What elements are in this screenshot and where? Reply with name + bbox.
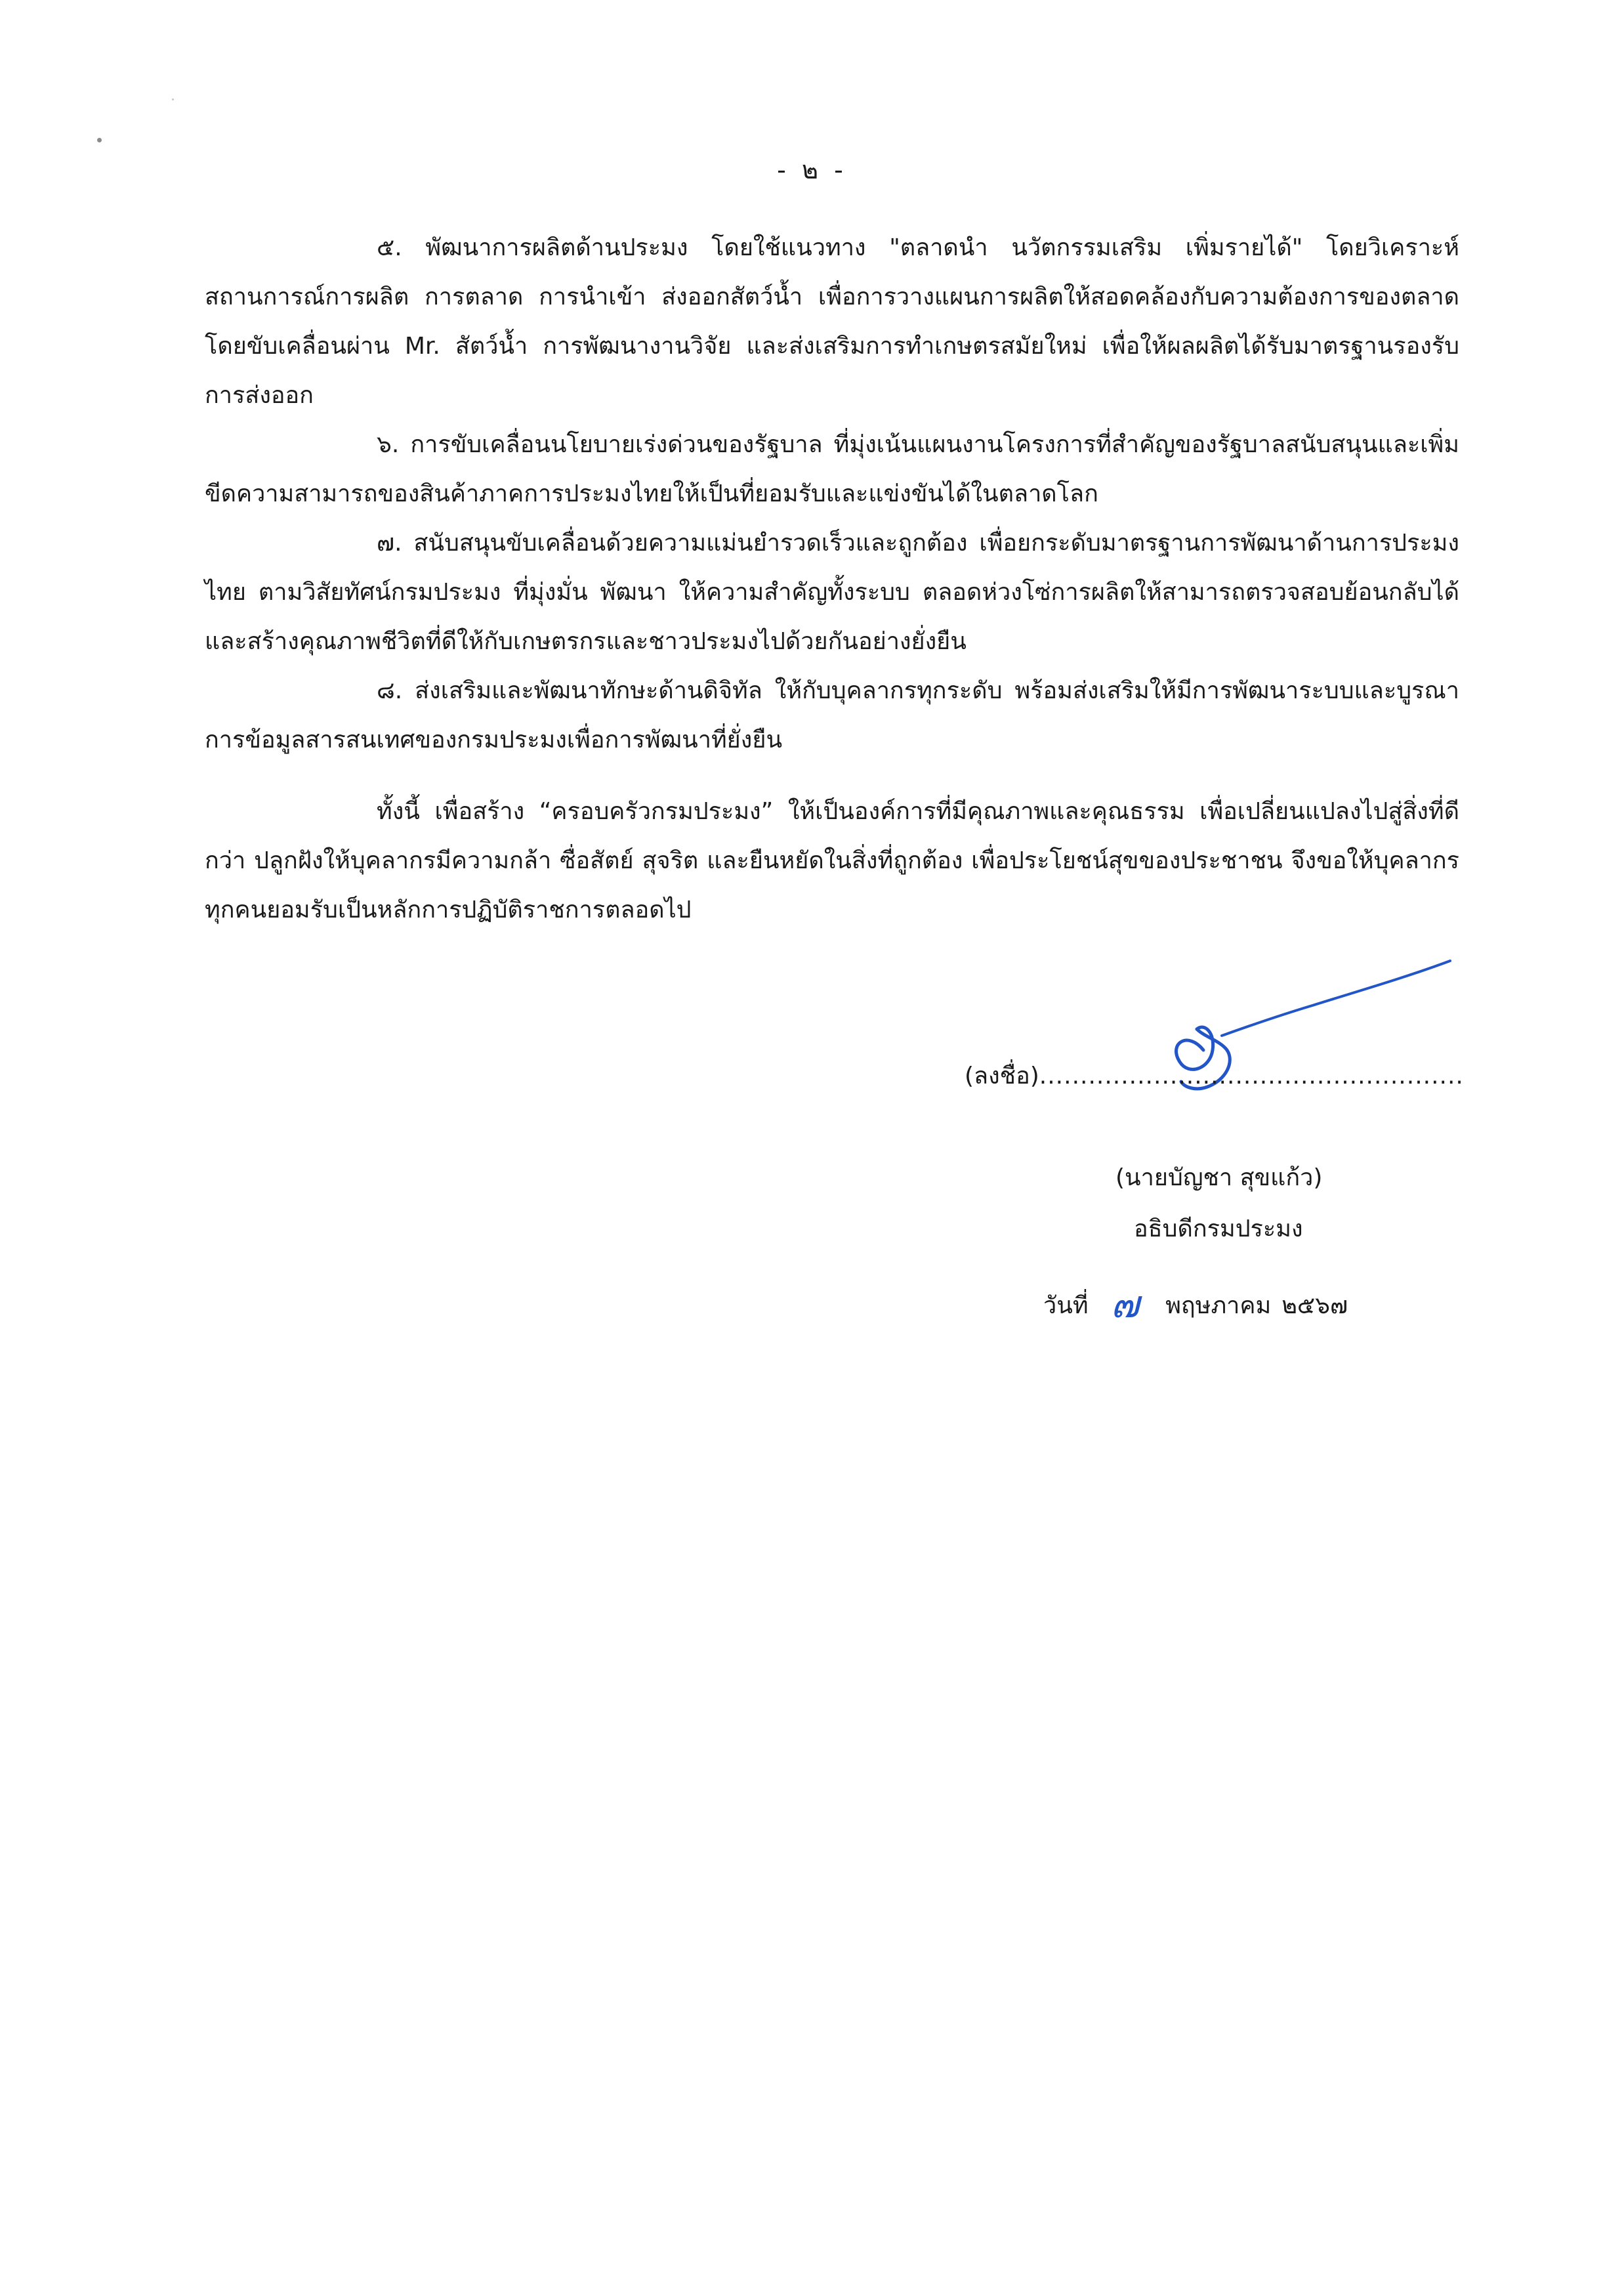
scan-speck bbox=[172, 98, 174, 100]
date-month: พฤษภาคม bbox=[1165, 1292, 1272, 1319]
signature-dots: .................................................... bbox=[1039, 1063, 1464, 1089]
paragraph-item-5: ๕. พัฒนาการผลิตด้านประมง โดยใช้แนวทาง "ตลาดนำ นวัตกรรมเสริม เพิ่มรายได้" โดยวิเคราะห์สถานการณ์การผลิต การตลาด การนำเข้า ส่งออกสัตว์น้ำ เพื่อการวางแผนการผลิตให้สอดคล้องกับความต้องการของตลาด โดยขับเคลื่อนผ่าน Mr. สัตว์น้ำ การพัฒนางานวิจัย และส่งเสริมการทำเกษตรสมัยใหม่ เพื่อให้ผลผลิตได้รับมาตรฐานรองรับการส่งออก bbox=[205, 234, 1459, 409]
page-number: - ๒ - bbox=[777, 156, 847, 184]
signature-label: (ลงชื่อ) bbox=[965, 1063, 1039, 1089]
scan-speck bbox=[97, 138, 102, 142]
date-day-handwritten: ๗ bbox=[1110, 1282, 1140, 1326]
date-prefix: วันที่ bbox=[1043, 1292, 1089, 1319]
signature-date bbox=[1043, 1273, 1348, 1334]
paragraph-item-6: ๖. การขับเคลื่อนนโยบายเร่งด่วนของรัฐบาล ที่มุ่งเน้นแผนงานโครงการที่สำคัญของรัฐบาลสนับสนุนและเพิ่มขีดความสามารถของสินค้าภาคการประมงไทยให้เป็นที่ยอมรับและแข่งขันได้ในตลาดโลก bbox=[205, 431, 1459, 507]
date-year: ๒๕๖๗ bbox=[1281, 1292, 1348, 1319]
document-body bbox=[205, 223, 1459, 935]
handwritten-signature bbox=[1142, 952, 1457, 1129]
signature-line bbox=[965, 1060, 1463, 1093]
paragraph-item-7: ๗. สนับสนุนขับเคลื่อนด้วยความแม่นยำรวดเร็วและถูกต้อง เพื่อยกระดับมาตรฐานการพัฒนาด้านการประมงไทย ตามวิสัยทัศน์กรมประมง ที่มุ่งมั่น พัฒนา ให้ความสำคัญทั้งระบบ ตลอดห่วงโซ่การผลิตให้สามารถตรวจสอบย้อนกลับได้ และสร้างคุณภาพชีวิตที่ดีให้กับเกษตรกรและชาวประมงไปด้วยกันอย่างยั่งยืน bbox=[205, 530, 1459, 655]
signatory-name: (นายบัญชา สุขแก้ว) bbox=[1115, 1164, 1323, 1191]
signatory-position: อธิบดีกรมประมง bbox=[1134, 1216, 1303, 1242]
paragraph-item-8: ๘. ส่งเสริมและพัฒนาทักษะด้านดิจิทัล ให้กับบุคลากรทุกระดับ พร้อมส่งเสริมให้มีการพัฒนาระบบและบูรณาการข้อมูลสารสนเทศของกรมประมงเพื่อการพัฒนาที่ยั่งยืน bbox=[205, 677, 1459, 753]
paragraph-closing: ทั้งนี้ เพื่อสร้าง “ครอบครัวกรมประมง” ให้เป็นองค์การที่มีคุณภาพและคุณธรรม เพื่อเปลี่ยนแปลงไปสู่สิ่งที่ดีกว่า ปลูกฝังให้บุคลากรมีความกล้า ซื่อสัตย์ สุจริต และยืนหยัดในสิ่งที่ถูกต้อง เพื่อประโยชน์สุขของประชาชน จึงขอให้บุคลากรทุกคนยอมรับเป็นหลักการปฏิบัติราชการตลอดไป bbox=[205, 798, 1459, 923]
